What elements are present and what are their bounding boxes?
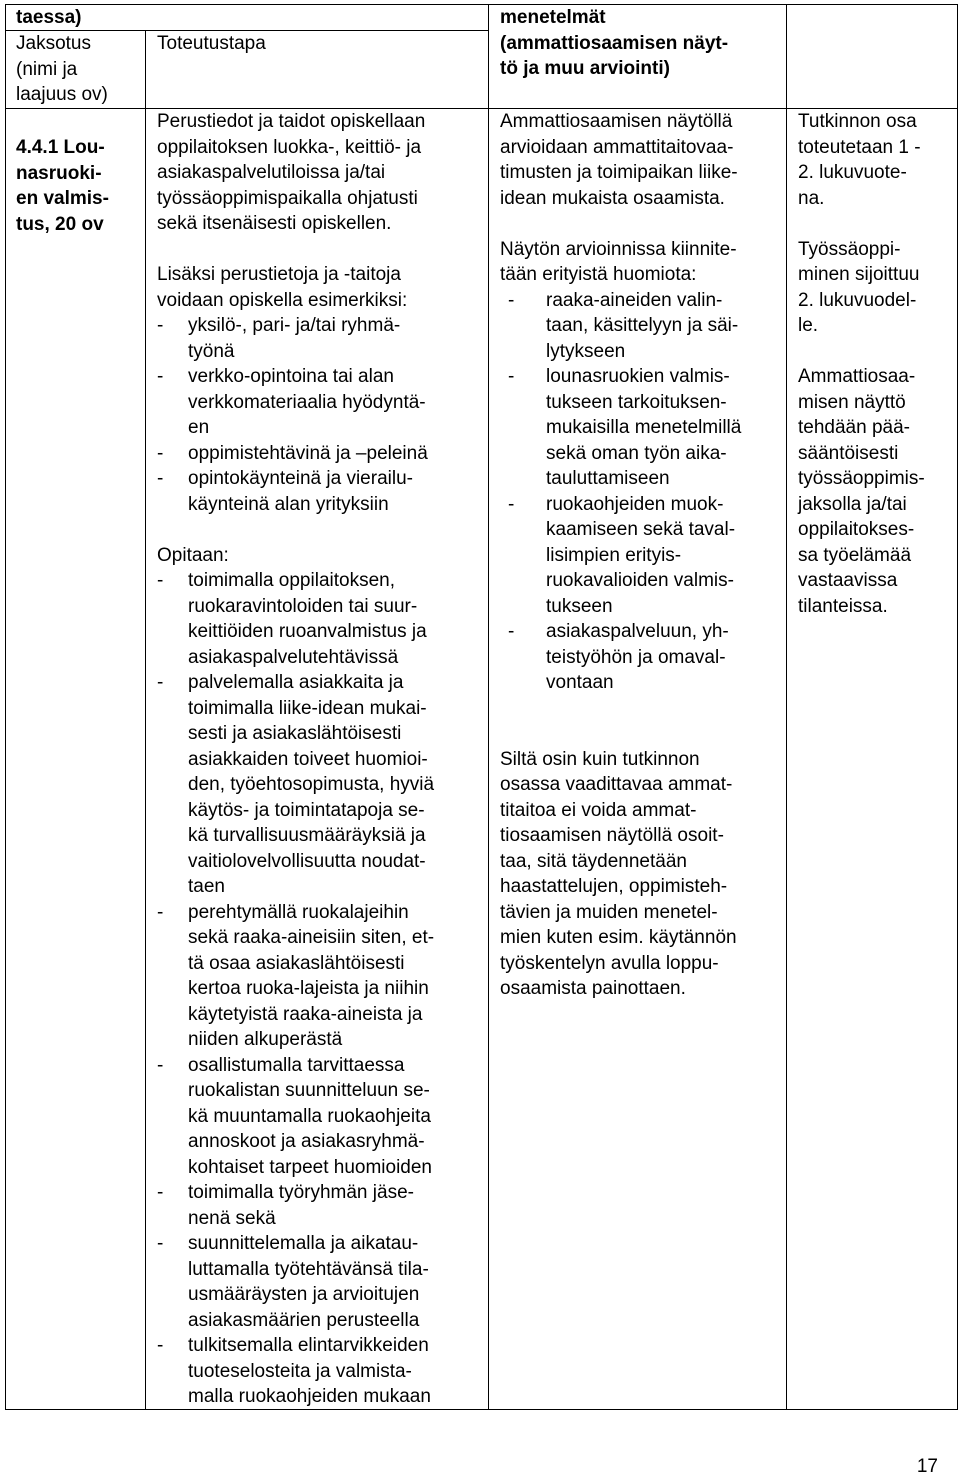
list-item [157, 568, 434, 670]
list-item [157, 313, 434, 364]
column-divider-3 [786, 4, 787, 1410]
header-col3-lines [500, 5, 728, 82]
text-line: sa työelämää [798, 544, 912, 566]
list-dash: - [508, 621, 515, 642]
list-dash: - [157, 570, 164, 591]
list-item [157, 1333, 434, 1410]
table-border-bottom [5, 1409, 958, 1410]
text-line: sekä itsenäisesti opiskellen. [157, 213, 392, 234]
text-line: asiakkaiden toiveet huomioi- [188, 748, 428, 770]
text-line: perehtymällä ruokalajeihin [188, 901, 409, 923]
list-dash: - [157, 315, 164, 336]
text-line: työssäoppimispaikalla ohjatusti [157, 187, 418, 209]
text-line: malla ruokaohjeiden mukaan [188, 1386, 431, 1407]
text-line: tukseen tarkoituksen- [546, 391, 727, 413]
text-line: tään erityistä huomiota: [500, 264, 697, 285]
list-item [500, 492, 741, 620]
list-dash: - [508, 289, 515, 311]
text-line: kä muuntamalla ruokaohjeita [188, 1105, 431, 1127]
text-line: oppilaitokses- [798, 519, 915, 540]
timing-paragraph [798, 237, 925, 339]
text-line: idean mukaista osaamista. [500, 187, 725, 209]
list-dash: - [508, 493, 515, 515]
text-line: keittiöiden ruoanvalmistus ja [188, 621, 427, 642]
lisaksi-intro [157, 262, 434, 313]
text-line: usmääräysten ja arvioitujen [188, 1284, 420, 1305]
text-line: tauluttamiseen [546, 468, 670, 489]
timing-paragraph [798, 109, 925, 211]
toteutustapa-column [157, 109, 434, 1410]
text-line: niiden alkuperästä [188, 1029, 343, 1050]
text-line: työnä [188, 340, 235, 362]
list-item [500, 364, 741, 492]
list-item [157, 1231, 434, 1333]
text-line: 2. lukuvuodel- [798, 289, 917, 311]
intro-paragraph [157, 109, 434, 237]
text-line: osassa vaadittavaa ammat- [500, 774, 733, 795]
text-line: Ammattiosaamisen näytöllä [500, 111, 733, 132]
text-line: sekä raaka-aineisiin siten, et- [188, 927, 435, 948]
text-line: Tutkinnon osa [798, 111, 917, 132]
text-line: vontaan [546, 672, 614, 693]
text-line: kaamiseen sekä taval- [546, 519, 736, 540]
list-dash: - [157, 366, 164, 387]
text-line: oppilaitoksen luokka-, keittiö- ja [157, 136, 422, 158]
text-line: tiosaamisen näytöllä osoit- [500, 825, 724, 846]
text-line: sääntöisesti [798, 442, 899, 464]
text-line: ruokaravintoloiden tai suur- [188, 595, 418, 617]
text-line: misen näyttö [798, 391, 906, 413]
text-line: käynteinä alan yrityksiin [188, 493, 389, 515]
text-line: ruokalistan suunnitteluun se- [188, 1080, 430, 1101]
page-number: 17 [916, 1456, 938, 1477]
text-line: teistyöhön ja omaval- [546, 646, 726, 668]
text-line: kohtaiset tarpeet huomioiden [188, 1156, 432, 1178]
text-line: toimimalla liike-idean mukai- [188, 697, 427, 719]
column-divider-2 [488, 4, 489, 1410]
list-dash: - [157, 1335, 164, 1356]
text-line: minen sijoittuu [798, 264, 920, 285]
header-line: menetelmät [500, 7, 606, 28]
text-line: Siltä osin kuin tutkinnon [500, 748, 700, 770]
timing-paragraph [798, 364, 925, 619]
text-line: tukseen [546, 595, 613, 617]
text-line: taen [188, 876, 225, 897]
list-item [157, 1180, 434, 1231]
text-line: sekä oman työn aika- [546, 442, 727, 464]
list-item [157, 441, 434, 467]
text-line: ruokavalioiden valmis- [546, 570, 734, 591]
text-line: raaka-aineiden valin- [546, 289, 723, 311]
text-line: kertoa ruoka-lajeista ja niihin [188, 978, 429, 999]
list-dash: - [157, 442, 164, 464]
text-line: suunnittelemalla ja aikatau- [188, 1233, 419, 1254]
list-item [500, 619, 741, 696]
header-col1-lines [16, 31, 108, 108]
list-dash: - [508, 366, 515, 387]
header-col1-title: taessa) [16, 7, 82, 28]
list-item [157, 1053, 434, 1181]
text-line: tilanteissa. [798, 595, 888, 617]
intro-paragraph [500, 109, 741, 211]
text-line: 2. lukuvuote- [798, 162, 907, 183]
module-line: tus, 20 ov [16, 213, 104, 235]
header-line: Jaksotus [16, 33, 91, 54]
header-line: laajuus ov) [16, 84, 108, 105]
list-dash: - [157, 672, 164, 693]
text-line: asiakaspalvelutehtävissä [188, 646, 399, 668]
text-line: tuoteselosteita ja valmista- [188, 1360, 412, 1382]
module-line: nasruoki- [16, 162, 102, 184]
text-line: mukaisilla menetelmillä [546, 417, 742, 438]
column-divider-1 [145, 30, 146, 1410]
text-line: toteutetaan 1 - [798, 136, 921, 158]
text-line: tulkitsemalla elintarvikkeiden [188, 1335, 429, 1356]
text-line: asiakaspalvelutiloissa ja/tai [157, 162, 386, 183]
timing-column [798, 109, 925, 619]
text-line: lytykseen [546, 340, 626, 362]
module-name [16, 135, 109, 237]
text-line: asiakaspalveluun, yh- [546, 621, 729, 642]
list-dash: - [157, 901, 164, 923]
text-line: arvioidaan ammattitaitovaa- [500, 136, 734, 158]
text-line: na. [798, 187, 825, 209]
opitaan-title: Opitaan: [157, 544, 229, 566]
text-line: vaitiolovelvollisuutta noudat- [188, 850, 426, 872]
text-line: den, työehtosopimusta, hyviä [188, 774, 435, 795]
text-line: toimimalla oppilaitoksen, [188, 570, 395, 591]
text-line: opintokäynteinä ja vierailu- [188, 468, 413, 489]
text-line: lisimpien erityis- [546, 544, 682, 566]
text-line: taan, käsittelyyn ja säi- [546, 315, 739, 336]
text-line: työssäoppimis- [798, 468, 925, 489]
list-item [157, 364, 434, 441]
module-line: 4.4.1 Lou- [16, 137, 105, 158]
text-line: taa, sitä täydennetään [500, 850, 687, 872]
text-line: ruokaohjeiden muok- [546, 493, 724, 515]
text-line: Perustiedot ja taidot opiskellaan [157, 111, 426, 132]
list-item [157, 900, 434, 1053]
text-line: tehdään pää- [798, 417, 910, 438]
text-line: yksilö-, pari- ja/tai ryhmä- [188, 315, 401, 336]
text-line: oppimistehtävinä ja –peleinä [188, 442, 428, 464]
text-line: vastaavissa [798, 570, 898, 591]
arviointi-column [500, 109, 741, 1002]
text-line: voidaan opiskella esimerkiksi: [157, 289, 408, 311]
text-line: annoskoot ja asiakasryhmä- [188, 1131, 425, 1152]
text-line: Näytön arvioinnissa kiinnite- [500, 238, 737, 260]
text-line: le. [798, 315, 819, 336]
text-line: jaksolla ja/tai [798, 493, 907, 515]
list-item [157, 466, 434, 517]
text-line: työskentelyn avulla loppu- [500, 952, 719, 974]
list-item [157, 670, 434, 900]
table-border-top [5, 4, 958, 5]
list-dash: - [157, 1233, 164, 1254]
table-border-right [957, 4, 958, 1410]
header-col2-label: Toteutustapa [157, 33, 266, 54]
text-line: tävien ja muiden menetel- [500, 901, 718, 923]
text-line: osallistumalla tarvittaessa [188, 1054, 405, 1076]
list-dash: - [157, 1054, 164, 1076]
header-line: (nimi ja [16, 58, 78, 80]
text-line: käytös- ja toimintatapoja se- [188, 799, 425, 821]
table-border-left [5, 4, 6, 1410]
list-dash: - [157, 1182, 164, 1203]
text-line: Työssäoppi- [798, 238, 901, 260]
module-line: en valmis- [16, 188, 109, 209]
text-line: kä turvallisuusmääräyksiä ja [188, 825, 426, 846]
text-line: Lisäksi perustietoja ja -taitoja [157, 264, 401, 285]
text-line: verkkomateriaalia hyödyntä- [188, 391, 426, 413]
list-item [500, 288, 741, 365]
text-line: en [188, 417, 210, 438]
text-line: toimimalla työryhmän jäse- [188, 1182, 414, 1203]
text-line: palvelemalla asiakkaita ja [188, 672, 404, 693]
text-line: haastattelujen, oppimisteh- [500, 876, 728, 897]
text-line: sesti ja asiakaslähtöisesti [188, 723, 402, 744]
text-line: mien kuten esim. käytännön [500, 927, 737, 948]
text-line: asiakasmäärien perusteella [188, 1309, 420, 1331]
text-line: Ammattiosaa- [798, 366, 916, 387]
header-line: (ammattiosaamisen näyt- [500, 32, 729, 54]
header-line: tö ja muu arviointi) [500, 58, 670, 79]
text-line: osaamista painottaen. [500, 978, 686, 999]
list-dash: - [157, 468, 164, 489]
focus-intro [500, 237, 741, 288]
text-line: titaitoa ei voida ammat- [500, 799, 697, 821]
text-line: timusten ja toimipaikan liike- [500, 162, 738, 183]
text-line: tä osaa asiakaslähtöisesti [188, 952, 405, 974]
text-line: verkko-opintoina tai alan [188, 366, 394, 387]
text-line: lounasruokien valmis- [546, 366, 730, 387]
text-line: luttamalla työtehtävänsä tila- [188, 1258, 429, 1280]
text-line: käytetyistä raaka-aineista ja [188, 1003, 423, 1025]
text-line: nenä sekä [188, 1207, 276, 1229]
supplement-paragraph [500, 747, 741, 1002]
